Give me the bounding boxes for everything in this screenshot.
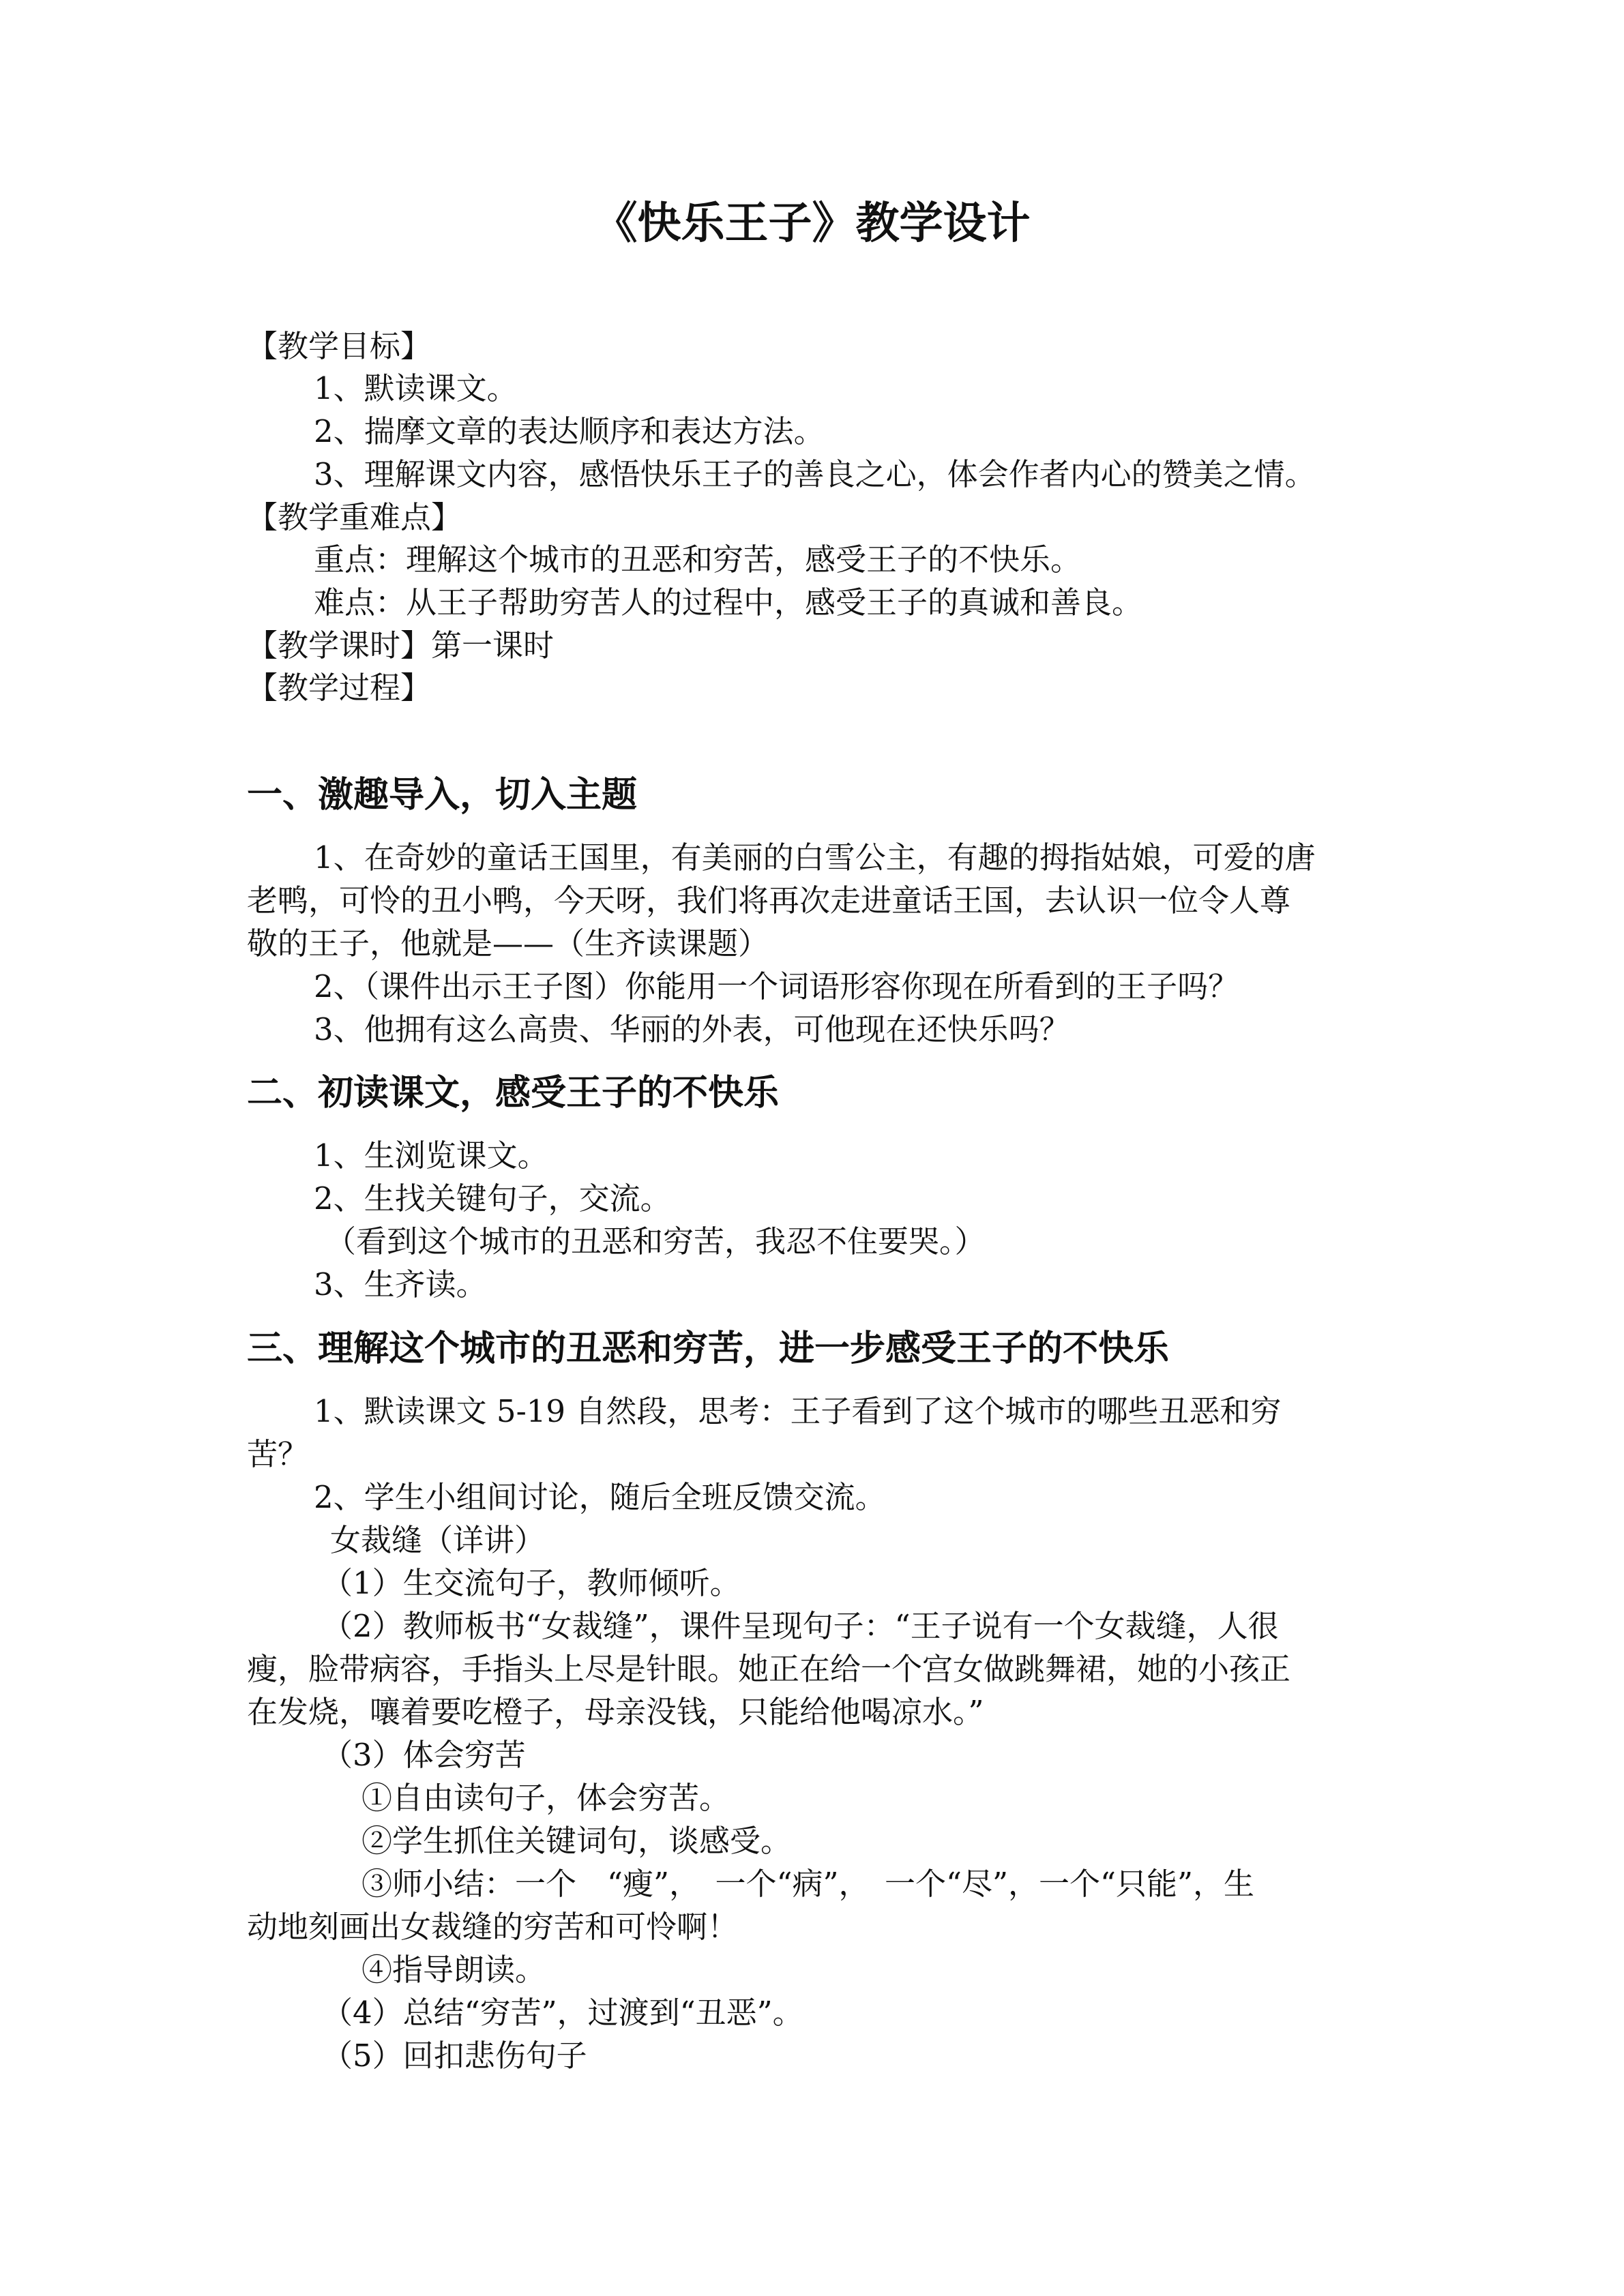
key-point-focus: 重点：理解这个城市的丑恶和穷苦，感受王子的不快乐。 (314, 541, 1082, 578)
lesson-period: 【教学课时】第一课时 (247, 627, 555, 664)
paragraph-line: ①自由读句子，体会穷苦。 (361, 1780, 730, 1816)
paragraph-line: （1）生交流句子，教师倾听。 (322, 1565, 741, 1601)
paragraph-line: （3）体会穷苦 (322, 1737, 526, 1773)
paragraph-line: 2、生找关键句子，交流。 (314, 1180, 671, 1217)
section-heading: 二、初读课文，感受王子的不快乐 (247, 1073, 780, 1114)
paragraph-line: （看到这个城市的丑恶和穷苦，我忍不住要哭。） (325, 1223, 986, 1259)
paragraph-line: 1、生浏览课文。 (314, 1137, 548, 1174)
key-points-heading: 【教学重难点】 (247, 499, 462, 535)
section-heading: 三、理解这个城市的丑恶和穷苦，进一步感受王子的不快乐 (247, 1328, 1170, 1369)
key-point-difficulty: 难点：从王子帮助穷苦人的过程中，感受王子的真诚和善良。 (314, 584, 1143, 621)
objective-item: 2、揣摩文章的表达顺序和表达方法。 (314, 413, 825, 449)
paragraph-line: 瘦，脸带病容，手指头上尽是针眼。她正在给一个宫女做跳舞裙，她的小孩正 (247, 1651, 1291, 1687)
objective-item: 1、默读课文。 (314, 370, 518, 406)
process-heading: 【教学过程】 (247, 670, 432, 706)
paragraph-line: 老鸭，可怜的丑小鸭，今天呀，我们将再次走进童话王国，去认识一位令人尊 (247, 882, 1291, 919)
paragraph-line: （4）总结“穷苦”，过渡到“丑恶”。 (322, 1995, 803, 2031)
objective-item: 3、理解课文内容，感悟快乐王子的善良之心，体会作者内心的赞美之情。 (314, 456, 1316, 492)
paragraph-line: 在发烧，嚷着要吃橙子，母亲没钱，只能给他喝凉水。” (247, 1694, 984, 1730)
paragraph-line: 苦？ (247, 1436, 309, 1472)
document-title: 《快乐王子》教学设计 (593, 198, 1031, 249)
paragraph-line: 敬的王子，他就是——（生齐读课题） (247, 925, 769, 961)
paragraph-line: 3、生齐读。 (314, 1266, 487, 1302)
section-heading: 一、激趣导入，切入主题 (247, 775, 638, 816)
paragraph-line: 女裁缝（详讲） (330, 1522, 546, 1558)
paragraph-line: （5）回扣悲伤句子 (322, 2038, 587, 2074)
objectives-heading: 【教学目标】 (247, 328, 432, 364)
paragraph-line: 1、在奇妙的童话王国里，有美丽的白雪公主，有趣的拇指姑娘，可爱的唐 (314, 839, 1316, 876)
paragraph-line: 3、他拥有这么高贵、华丽的外表，可他现在还快乐吗？ (314, 1011, 1070, 1047)
paragraph-line: （2）教师板书“女裁缝”，课件呈现句子：“王子说有一个女裁缝，人很 (322, 1608, 1279, 1644)
paragraph-line: ④指导朗读。 (361, 1952, 546, 1988)
paragraph-line: 1、默读课文 5-19 自然段，思考：王子看到了这个城市的哪些丑恶和穷 (314, 1393, 1282, 1429)
paragraph-line: 2、学生小组间讨论，随后全班反馈交流。 (314, 1479, 886, 1515)
paragraph-line: ③师小结：一个 “瘦”， 一个“病”， 一个“尽”，一个“只能”，生 (361, 1866, 1255, 1902)
paragraph-line: 2、（课件出示王子图）你能用一个词语形容你现在所看到的王子吗？ (314, 968, 1239, 1004)
paragraph-line: ②学生抓住关键词句，谈感受。 (361, 1823, 792, 1859)
paragraph-line: 动地刻画出女裁缝的穷苦和可怜啊！ (247, 1909, 739, 1945)
